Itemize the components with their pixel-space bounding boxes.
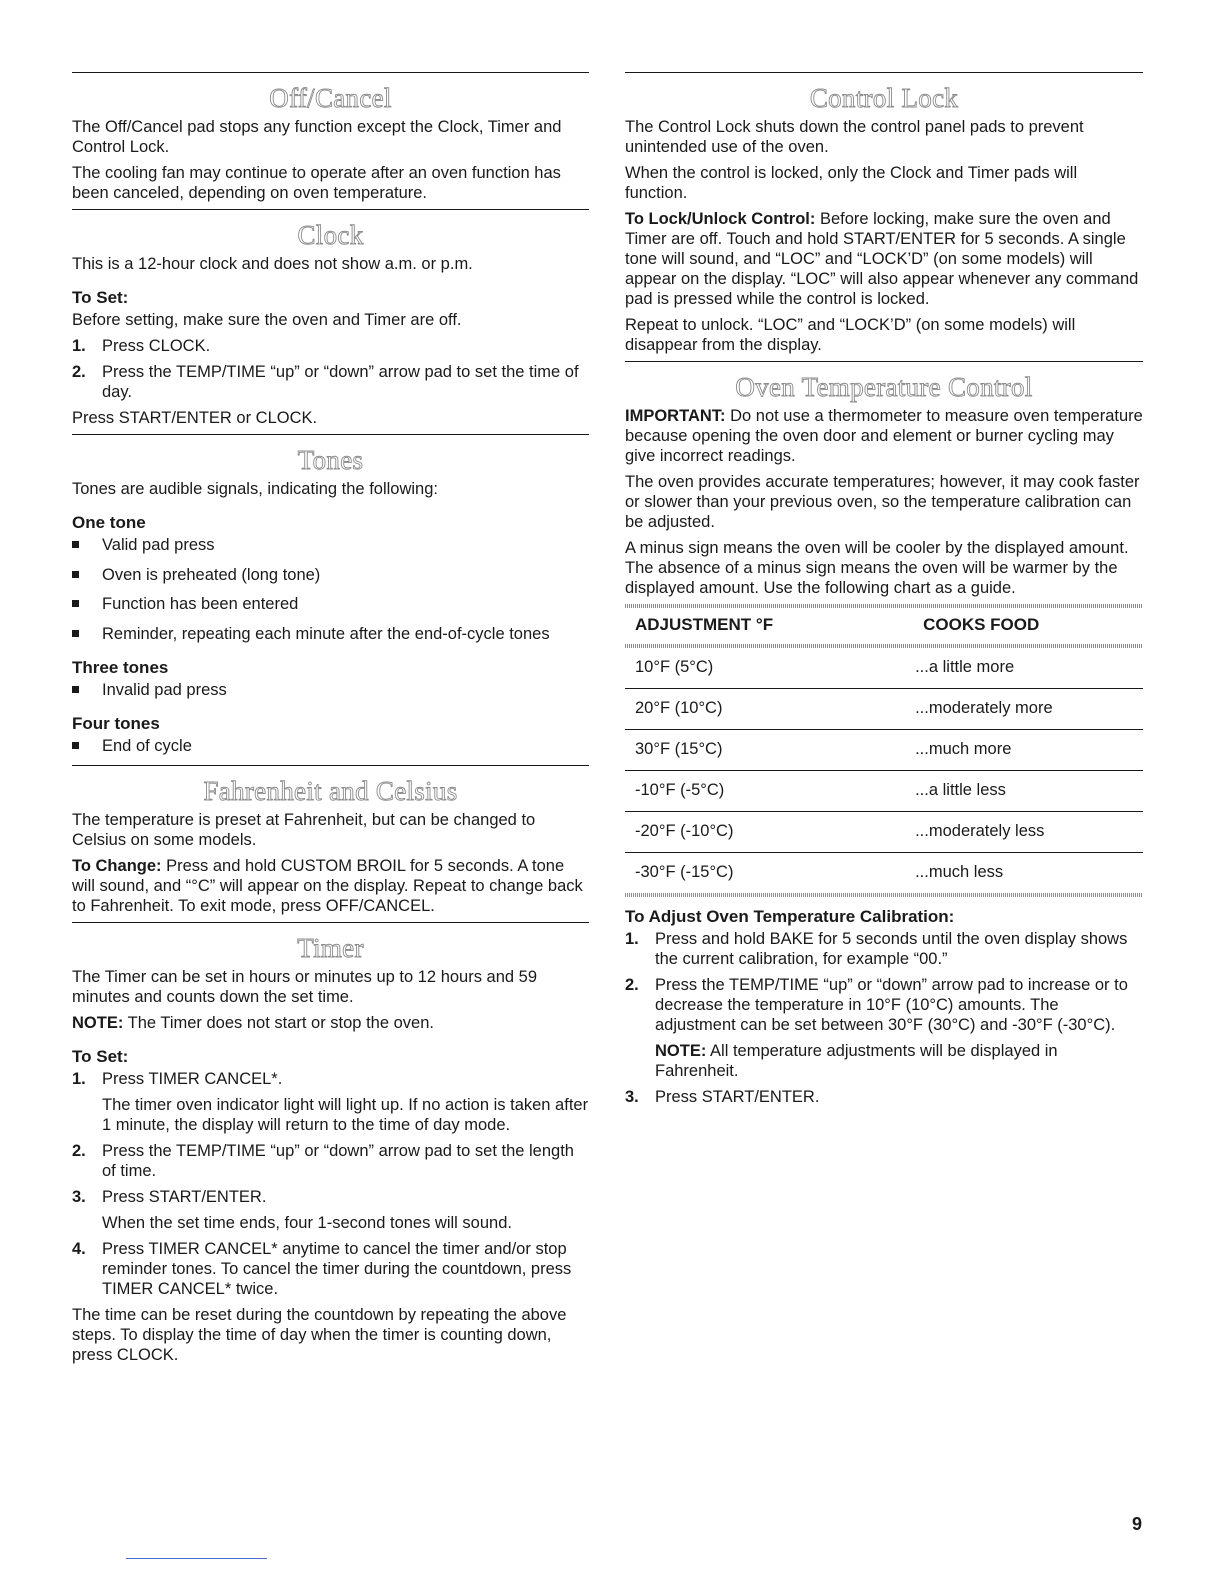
control-lock-instructions	[625, 209, 1143, 309]
control-lock-p2: When the control is locked, only the Clock and Timer pads will function.	[625, 164, 1078, 202]
lock-text: Before locking, make sure the oven and Timer are off. Touch and hold START/ENTER for 5 seconds. A single tone will sound, and “LOC” and “LOCK’D” (on some models) will appear on the display. “LOC” will also appear whenever any command pad is pressed while the control is locked.	[625, 210, 1139, 308]
section-oven-temperature	[625, 361, 1143, 1107]
table-cell: ...a little less	[915, 771, 1143, 812]
clock-step	[72, 336, 589, 356]
three-tones-list	[72, 680, 589, 700]
lock-label: To Lock/Unlock Control:	[625, 210, 816, 228]
step-text: Press TIMER CANCEL*.	[102, 1070, 283, 1088]
calibration-table	[625, 608, 1143, 897]
table-cell: ...moderately less	[915, 812, 1143, 853]
step-number: 2.	[625, 976, 639, 994]
step-extra: The timer oven indicator light will light up. If no action is taken after 1 minute, the display will return to the time of day mode.	[102, 1096, 589, 1134]
timer-title: Timer	[297, 933, 364, 963]
list-item-text: Valid pad press	[102, 536, 215, 554]
timer-step	[72, 1141, 589, 1181]
table-cell: ...much less	[915, 863, 1004, 881]
fahrenheit-title: Fahrenheit and Celsius	[203, 776, 458, 806]
table-cell: -20°F (-10°C)	[625, 812, 915, 853]
tones-p1: Tones are audible signals, indicating the following:	[72, 480, 438, 498]
section-timer	[72, 922, 589, 1365]
timer-p1: The Timer can be set in hours or minutes up to 12 hours and 59 minutes and counts down the set time.	[72, 968, 538, 1006]
table-row	[625, 771, 1143, 812]
list-item-text: Invalid pad press	[102, 680, 227, 699]
list-item	[72, 680, 589, 700]
note-text: All temperature adjustments will be displayed in Fahrenheit.	[655, 1042, 1058, 1080]
four-tones-label: Four tones	[72, 713, 160, 733]
table-cell: -30°F (-15°C)	[635, 863, 734, 881]
off-cancel-p2: The cooling fan may continue to operate after an oven function has been canceled, depending on oven temperature.	[72, 164, 561, 202]
table-row	[625, 689, 1143, 730]
important-text: Do not use a thermometer to measure oven temperature because opening the oven door and element or burner cycling may give incorrect readings.	[625, 407, 1143, 465]
left-column	[72, 72, 589, 1371]
step-number: 1.	[72, 1070, 86, 1088]
clock-steps	[72, 336, 589, 402]
footer-rule	[126, 1558, 267, 1559]
list-item	[72, 565, 589, 585]
section-clock	[72, 209, 589, 428]
step-number: 1.	[72, 337, 86, 355]
table-row	[625, 648, 1143, 689]
step-text: Press the TEMP/TIME “up” or “down” arrow pad to set the time of day.	[102, 363, 579, 401]
table-cell: 20°F (10°C)	[625, 689, 915, 730]
bullet-square-icon	[72, 742, 79, 749]
section-tones	[72, 434, 589, 756]
step-text: Press and hold BAKE for 5 seconds until the oven display shows the current calibration, for example “00.”	[655, 930, 1128, 968]
timer-note	[72, 1013, 589, 1033]
timer-p2: The time can be reset during the countdown by repeating the above steps. To display the time of day when the timer is counting down, press CLOCK.	[72, 1306, 567, 1364]
step-text: Press the TEMP/TIME “up” or “down” arrow pad to increase or to decrease the temperature in 10°F (10°C) amounts. The adjustment can be set between 30°F (30°C) and -30°F (-30°C).	[655, 976, 1128, 1034]
timer-steps	[72, 1069, 589, 1299]
adjust-note	[655, 1041, 1143, 1081]
table-cell: 30°F (15°C)	[625, 730, 915, 771]
table-bottom-rule	[625, 893, 1143, 897]
section-control-lock	[625, 72, 1143, 355]
important-label: IMPORTANT:	[625, 407, 726, 425]
fahrenheit-p1: The temperature is preset at Fahrenheit, but can be changed to Celsius on some models.	[72, 811, 536, 849]
note-label: NOTE:	[72, 1014, 124, 1032]
table-row	[625, 730, 1143, 771]
note-label: NOTE:	[655, 1042, 707, 1060]
list-item	[72, 594, 589, 614]
table-row	[625, 812, 1143, 853]
timer-step	[72, 1069, 589, 1135]
timer-step	[72, 1187, 589, 1233]
change-text: Press and hold CUSTOM BROIL for 5 seconds. A tone will sound, and “°C” will appear on the display. Repeat to change back to Fahrenheit. To exit mode, press OFF/CANCEL.	[72, 857, 583, 915]
timer-step	[72, 1239, 589, 1299]
bullet-square-icon	[72, 600, 79, 607]
bullet-square-icon	[72, 630, 79, 637]
one-tone-label: One tone	[72, 513, 146, 532]
clock-p2: Before setting, make sure the oven and Timer are off.	[72, 311, 462, 329]
step-text: Press the TEMP/TIME “up” or “down” arrow pad to set the length of time.	[102, 1142, 574, 1180]
clock-p1: This is a 12-hour clock and does not show a.m. or p.m.	[72, 255, 473, 273]
table-cell: -10°F (-5°C)	[625, 771, 915, 812]
adjust-step	[625, 975, 1143, 1081]
oven-temp-p1: The oven provides accurate temperatures; however, it may cook faster or slower than your previous oven, so the temperature calibration can be adjusted.	[625, 473, 1140, 531]
step-number: 2.	[72, 1142, 86, 1160]
clock-p3: Press START/ENTER or CLOCK.	[72, 409, 318, 427]
adjust-title: To Adjust Oven Temperature Calibration:	[625, 907, 955, 926]
adjust-step	[625, 1087, 1143, 1107]
section-fahrenheit-celsius	[72, 765, 589, 916]
step-number: 2.	[72, 363, 86, 381]
col-header-cooks-food: COOKS FOOD	[923, 615, 1040, 634]
step-number: 3.	[72, 1188, 86, 1206]
clock-title: Clock	[297, 220, 364, 250]
page-number: 9	[1131, 1514, 1142, 1534]
clock-step	[72, 362, 589, 402]
four-tones-list	[72, 736, 589, 756]
oven-temp-important	[625, 406, 1143, 466]
list-item	[72, 624, 589, 644]
list-item-text: Function has been entered	[102, 595, 299, 613]
table-cell: ...moderately more	[915, 689, 1143, 730]
table-cell: ...a little more	[915, 648, 1143, 689]
list-item	[72, 535, 589, 555]
off-cancel-title: Off/Cancel	[269, 83, 392, 113]
one-tone-list	[72, 535, 589, 644]
bullet-square-icon	[72, 541, 79, 548]
control-lock-title: Control Lock	[809, 83, 959, 113]
step-number: 4.	[72, 1240, 86, 1258]
bullet-square-icon	[72, 571, 79, 578]
off-cancel-p1: The Off/Cancel pad stops any function except the Clock, Timer and Control Lock.	[72, 118, 562, 156]
oven-temp-title: Oven Temperature Control	[735, 372, 1033, 402]
list-item-text: Reminder, repeating each minute after the end-of-cycle tones	[102, 624, 550, 643]
step-number: 1.	[625, 930, 639, 948]
three-tones-label: Three tones	[72, 657, 169, 677]
table-cell: 10°F (5°C)	[625, 648, 915, 689]
change-label: To Change:	[72, 857, 162, 875]
col-header-adjustment: ADJUSTMENT °F	[635, 615, 774, 634]
adjust-steps	[625, 929, 1143, 1107]
list-item	[72, 736, 589, 756]
table-row	[625, 853, 1143, 894]
note-text: The Timer does not start or stop the oven.	[123, 1014, 434, 1032]
adjust-step	[625, 929, 1143, 969]
table-header-row	[625, 608, 1143, 644]
tones-title: Tones	[297, 445, 364, 475]
section-off-cancel	[72, 72, 589, 203]
clock-subhead: To Set:	[72, 288, 129, 307]
control-lock-p1: The Control Lock shuts down the control panel pads to prevent unintended use of the oven.	[625, 118, 1084, 156]
control-lock-p3: Repeat to unlock. “LOC” and “LOCK’D” (on some models) will disappear from the display.	[625, 316, 1076, 354]
step-text: Press TIMER CANCEL* anytime to cancel the timer and/or stop reminder tones. To cancel the timer during the countdown, press TIMER CANCEL* twice.	[102, 1240, 572, 1298]
step-text: Press START/ENTER.	[655, 1088, 820, 1106]
timer-subhead: To Set:	[72, 1047, 129, 1066]
step-number: 3.	[625, 1088, 639, 1106]
fahrenheit-change	[72, 856, 589, 916]
right-column	[625, 72, 1143, 1113]
step-text: Press CLOCK.	[102, 337, 211, 355]
oven-temp-p2: A minus sign means the oven will be cooler by the displayed amount. The absence of a minus sign means the oven will be warmer by the displayed amount. Use the following chart as a guide.	[625, 539, 1129, 597]
bullet-square-icon	[72, 686, 79, 693]
step-text: Press START/ENTER.	[102, 1188, 267, 1206]
table-cell: ...much more	[915, 730, 1143, 771]
list-item-text: Oven is preheated (long tone)	[102, 565, 321, 584]
step-extra: When the set time ends, four 1-second tones will sound.	[102, 1214, 512, 1232]
list-item-text: End of cycle	[102, 736, 192, 755]
